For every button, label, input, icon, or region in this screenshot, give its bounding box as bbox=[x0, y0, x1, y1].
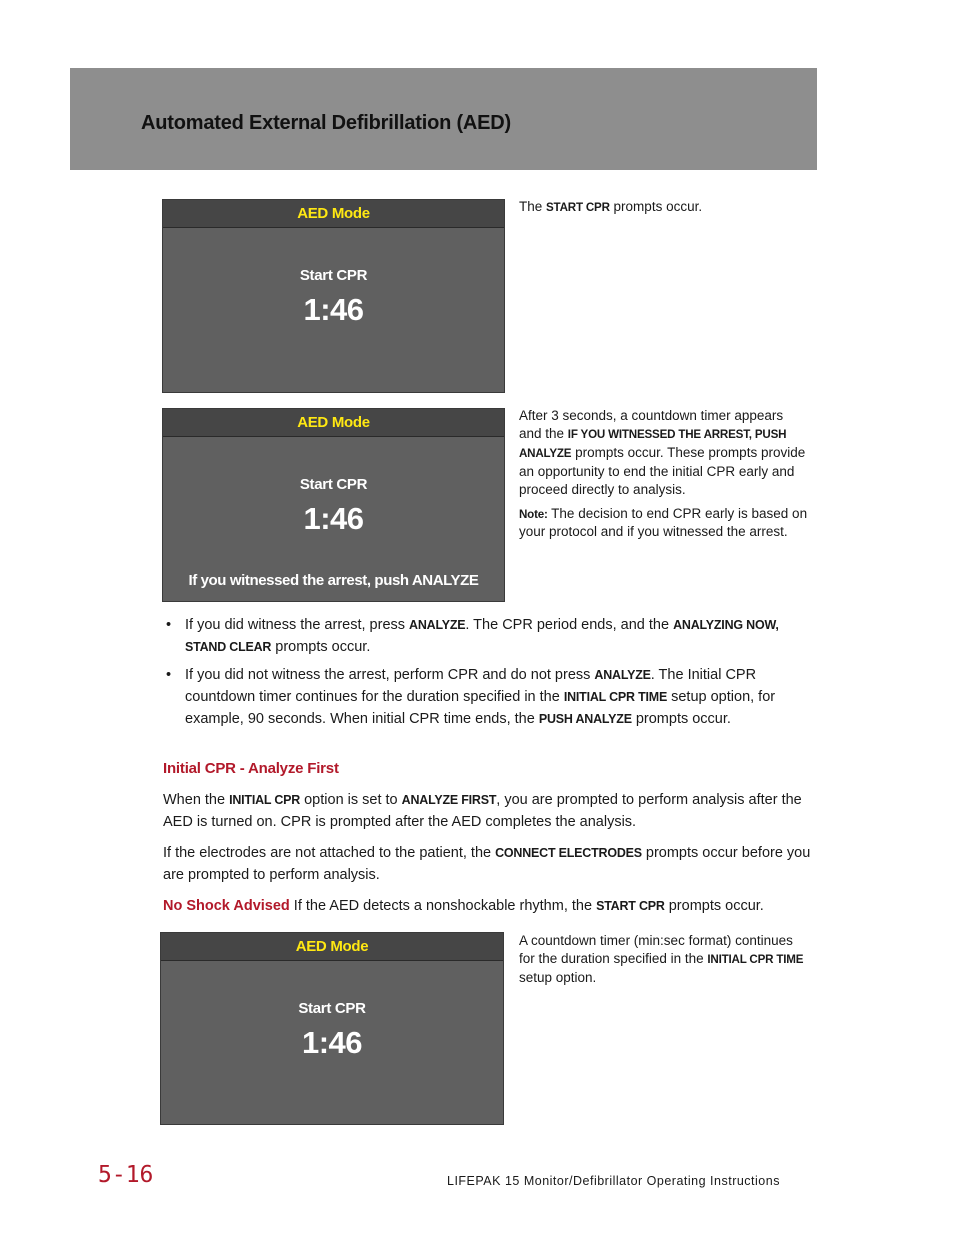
screen-timer: 1:46 bbox=[303, 292, 364, 327]
screen-timer: 1:46 bbox=[301, 1025, 363, 1060]
page-number: 5-16 bbox=[98, 1162, 154, 1188]
screen-mode-bar: AED Mode bbox=[163, 409, 504, 437]
screen-timer: 1:46 bbox=[303, 501, 364, 536]
paragraph-no-shock: No Shock Advised If the AED detects a nonshockable rhythm, the START CPR prompts occur. bbox=[163, 898, 764, 914]
side-note-1: The START CPR prompts occur. bbox=[519, 199, 703, 214]
no-shock-lead: No Shock Advised bbox=[163, 898, 290, 914]
aed-screen-3 bbox=[160, 932, 504, 1125]
footer-title: LIFEPAK 15 Monitor/Defibrillator Operating Instructions bbox=[447, 1174, 780, 1188]
side-note-2: After 3 seconds, a countdown timer appears and the IF YOU WITNESSED THE ARREST, PUSH ANALYZE prompts occur. These prompts provide an opportunity to end the initial CPR early and proceed directly to analysis. Note: The decision to end CPR early is based on your protocol and if you witnessed the arrest. bbox=[519, 408, 808, 539]
note-label: Note: bbox=[519, 508, 548, 521]
chapter-header-band bbox=[70, 68, 817, 170]
screen-prompt: Start CPR bbox=[299, 476, 368, 493]
list-item: • If you did witness the arrest, press ANALYZE. The CPR period ends, and the ANALYZING NOW, STAND CLEAR prompts occur. bbox=[166, 617, 779, 655]
aed-screen-2 bbox=[162, 408, 505, 602]
paragraph-analyze-first: When the INITIAL CPR option is set to ANALYZE FIRST, you are prompted to perform analysis after the AED is turned on. CPR is prompted after the AED completes the analysis. bbox=[163, 792, 802, 830]
paragraph-connect-electrodes: If the electrodes are not attached to the patient, the CONNECT ELECTRODES prompts occur before you are prompted to perform analysis. bbox=[163, 845, 811, 883]
screen-mode-bar: AED Mode bbox=[163, 200, 504, 228]
bullet-list bbox=[163, 614, 813, 736]
screen-bottom-prompt: If you witnessed the arrest, push ANALYZE bbox=[188, 572, 479, 589]
list-item: • If you did not witness the arrest, perform CPR and do not press ANALYZE. The Initial CPR countdown timer continues for the duration specified in the INITIAL CPR TIME setup option, for example, 90 seconds. When initial CPR time ends, the PUSH ANALYZE prompts occur. bbox=[166, 667, 776, 727]
side-note-3: A countdown timer (min:sec format) continues for the duration specified in the INITIAL CPR TIME setup option. bbox=[519, 933, 804, 985]
chapter-title: Automated External Defibrillation (AED) bbox=[141, 112, 512, 134]
aed-screen-1 bbox=[162, 199, 505, 393]
section-heading: Initial CPR - Analyze First bbox=[163, 760, 339, 777]
screen-prompt: Start CPR bbox=[298, 1000, 366, 1017]
screen-mode-bar: AED Mode bbox=[161, 933, 503, 961]
screen-prompt: Start CPR bbox=[299, 267, 368, 284]
